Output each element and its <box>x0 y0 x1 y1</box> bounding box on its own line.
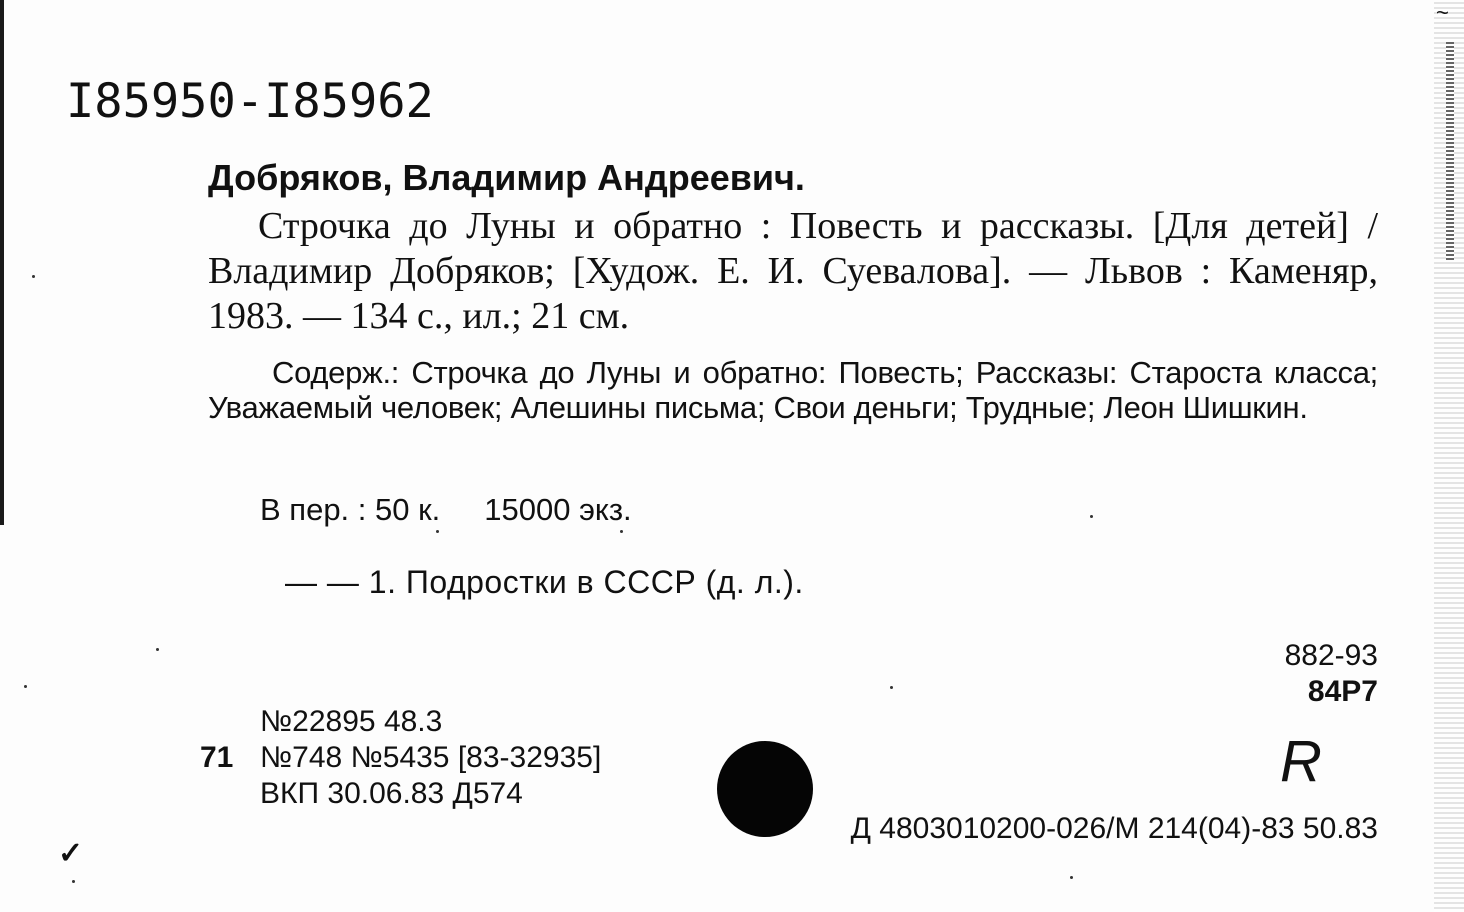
bottom-code-prefix: Д <box>850 812 871 845</box>
subject-heading: — — 1. Подростки в СССР (д. л.). <box>285 564 804 600</box>
speck <box>890 686 893 689</box>
class-code-2: 84Р7 <box>1307 675 1378 708</box>
class-code-1: 882-93 <box>1284 639 1378 672</box>
speck <box>24 685 27 688</box>
card-left-edge <box>0 0 4 525</box>
author-heading: Добряков, Владимир Андреевич. <box>208 157 805 198</box>
price-line <box>260 492 632 528</box>
speck <box>156 648 159 651</box>
speck <box>72 880 75 883</box>
speck <box>32 275 35 278</box>
speck <box>1090 515 1093 518</box>
speck <box>620 530 623 533</box>
handwritten-mark: R <box>1280 729 1322 794</box>
description-text: Строчка до Луны и обратно : Повесть и рассказы. [Для детей] / Владимир Добряков; [Худож. Е. И. Суевалова]. — Львов : Каменяр, 1983. — 134 с., ил.; 21 см. <box>208 205 1378 337</box>
contents-note <box>208 355 1378 425</box>
accession-number: I85950-I85962 <box>66 74 434 129</box>
price: В пер. : 50 к. <box>260 492 441 527</box>
register-line-1: №22895 48.3 <box>260 705 443 738</box>
bibliographic-entry <box>208 152 1378 425</box>
register-line-3: ВКП 30.06.83 Д574 <box>260 777 523 810</box>
speck <box>1070 876 1073 879</box>
print-run: 15000 экз. <box>484 492 632 527</box>
speck <box>436 530 439 533</box>
registration-block <box>200 704 601 812</box>
bottom-code-line <box>703 812 1378 846</box>
bottom-code: 4803010200-026/М 214(04)-83 50.83 <box>879 812 1378 845</box>
register-line-2: №748 №5435 [83-32935] <box>260 741 602 774</box>
handwritten-tick: ✓ <box>58 837 84 870</box>
corner-mark: ~ <box>1436 0 1449 25</box>
register-prefix: 71 <box>200 741 234 774</box>
description-block <box>208 204 1378 339</box>
contents-text: Содерж.: Строчка до Луны и обратно: Повесть; Рассказы: Староста класса; Уважаемый человек; Алешины письма; Свои деньги; Трудные; Леон Шишкин. <box>208 355 1378 425</box>
ink-blot <box>717 741 813 837</box>
card-right-edge-texture <box>1446 40 1454 260</box>
classification-codes <box>1200 638 1378 710</box>
